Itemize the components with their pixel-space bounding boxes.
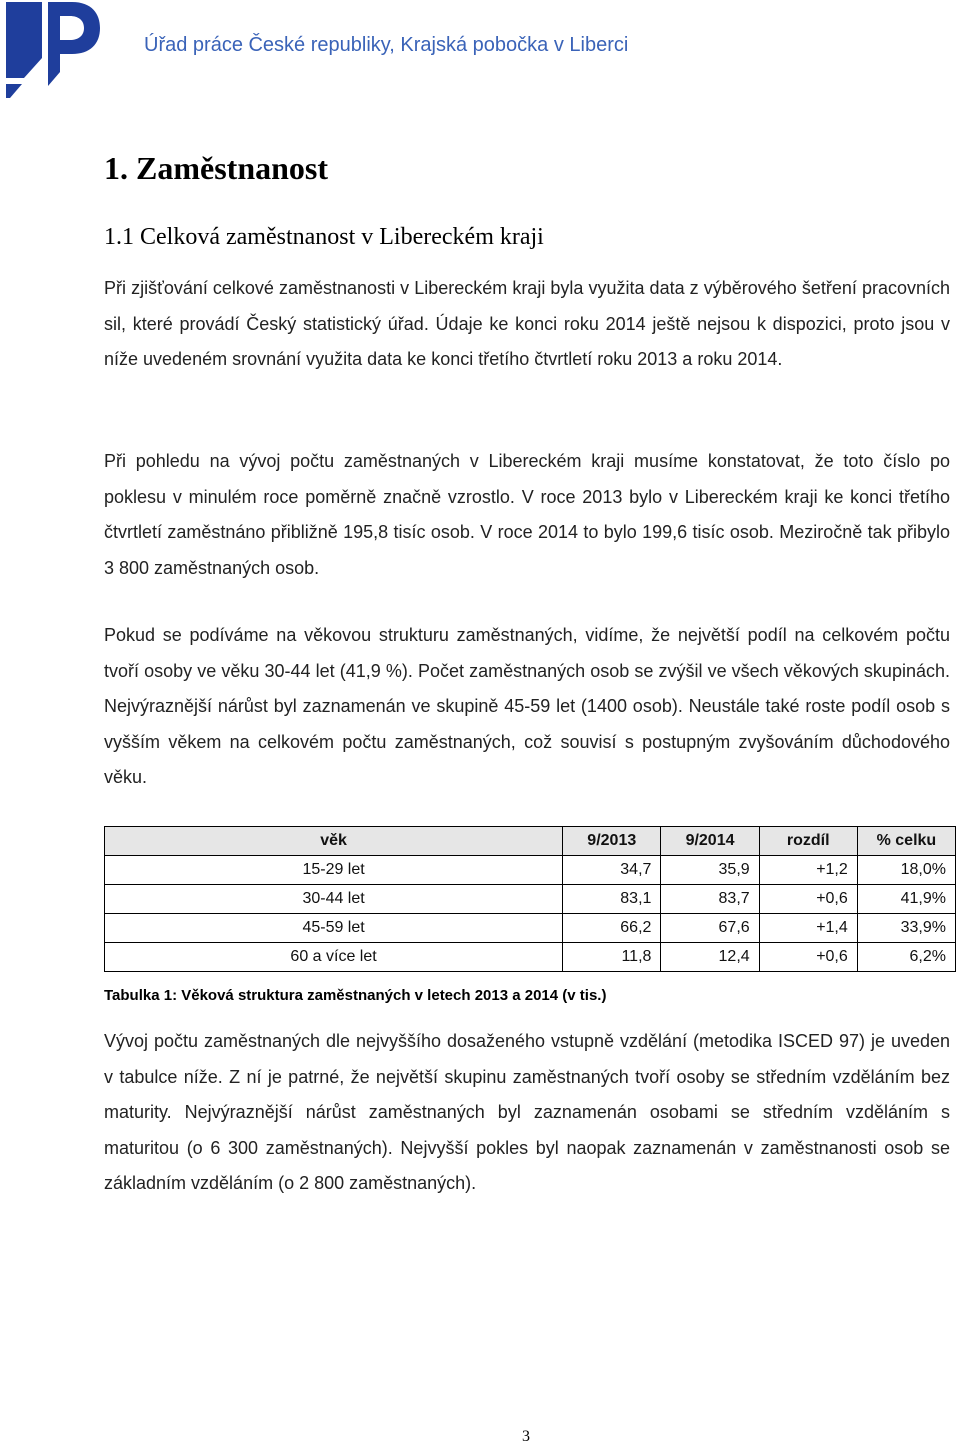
table-header-cell: 9/2014 [661, 827, 759, 856]
table-cell: 6,2% [857, 943, 955, 972]
table-cell: 41,9% [857, 885, 955, 914]
age-structure-table [104, 826, 956, 972]
chapter-heading: 1. Zaměstnanost [104, 150, 329, 186]
table-row [105, 914, 956, 943]
table-row [105, 856, 956, 885]
table-cell: +0,6 [759, 885, 857, 914]
table-header-row [105, 827, 956, 856]
organization-name: Úřad práce České republiky, Krajská pobočka v Liberci [144, 34, 629, 56]
up-cr-logo-icon [2, 0, 102, 100]
table-header-cell: věk [105, 827, 563, 856]
table-cell: 60 a více let [105, 943, 563, 972]
table-row [105, 885, 956, 914]
paragraph-intro: Při zjišťování celkové zaměstnanosti v Libereckém kraji byla využita data z výběrového šetření pracovních sil, které provádí Český statistický úřad. Údaje ke konci roku 2014 ještě nejsou k dispozici, proto jsou v níže uvedeném srovnání využita data ke konci třetího čtvrtletí roku 2013 a roku 2014. [104, 278, 950, 369]
table-cell: 15-29 let [105, 856, 563, 885]
table-cell: 45-59 let [105, 914, 563, 943]
section-heading: 1.1 Celková zaměstnanost v Libereckém kraji [104, 224, 544, 250]
table-cell: 11,8 [563, 943, 661, 972]
table-cell: 67,6 [661, 914, 759, 943]
table-cell: 35,9 [661, 856, 759, 885]
table-cell: 30-44 let [105, 885, 563, 914]
table-cell: 33,9% [857, 914, 955, 943]
table-cell: 12,4 [661, 943, 759, 972]
table-cell: 18,0% [857, 856, 955, 885]
paragraph-education: Vývoj počtu zaměstnaných dle nejvyššího dosaženého vstupně vzdělání (metodika ISCED 97) je uveden v tabulce níže. Z ní je patrné, že největší skupinu zaměstnaných tvoří osoby se středním vzděláním bez maturity. Nejvýraznější nárůst zaměstnaných byl zaznamenán osobami se středním vzděláním s maturitou (o 6 300 zaměstnaných). Nejvyšší pokles byl naopak zaznamenán v zaměstnanosti osob se základním vzděláním (o 2 800 zaměstnaných). [104, 1031, 950, 1193]
table-cell: +1,4 [759, 914, 857, 943]
paragraph-age-structure: Pokud se podíváme na věkovou strukturu zaměstnaných, vidíme, že největší podíl na celkovém počtu tvoří osoby ve věku 30-44 let (41,9 %). Počet zaměstnaných osob se zvýšil ve všech věkových skupinách. Nejvýraznější nárůst byl zaznamenán ve skupině 45-59 let (1400 osob). Neustále také roste podíl osob s vyšším věkem na celkovém počtu zaměstnaných, což souvisí s postupným zvyšováním důchodového věku. [104, 625, 950, 787]
table-header-cell: rozdíl [759, 827, 857, 856]
table-cell: 66,2 [563, 914, 661, 943]
table-cell: 83,7 [661, 885, 759, 914]
table-caption: Tabulka 1: Věková struktura zaměstnaných v letech 2013 a 2014 (v tis.) [104, 987, 607, 1004]
table-header-cell: % celku [857, 827, 955, 856]
table-cell: 83,1 [563, 885, 661, 914]
paragraph-employment-trend: Při pohledu na vývoj počtu zaměstnaných v Libereckém kraji musíme konstatovat, že toto číslo po poklesu v minulém roce poměrně značně vzrostlo. V roce 2013 bylo v Libereckém kraji ke konci třetího čtvrtletí zaměstnáno přibližně 195,8 tisíc osob. V roce 2014 to bylo 199,6 tisíc osob. Meziročně tak přibylo 3 800 zaměstnaných osob. [104, 451, 950, 578]
table-cell: +0,6 [759, 943, 857, 972]
page-number: 3 [522, 1428, 530, 1445]
table-header-cell: 9/2013 [563, 827, 661, 856]
table-cell: +1,2 [759, 856, 857, 885]
table-cell: 34,7 [563, 856, 661, 885]
table-row [105, 943, 956, 972]
